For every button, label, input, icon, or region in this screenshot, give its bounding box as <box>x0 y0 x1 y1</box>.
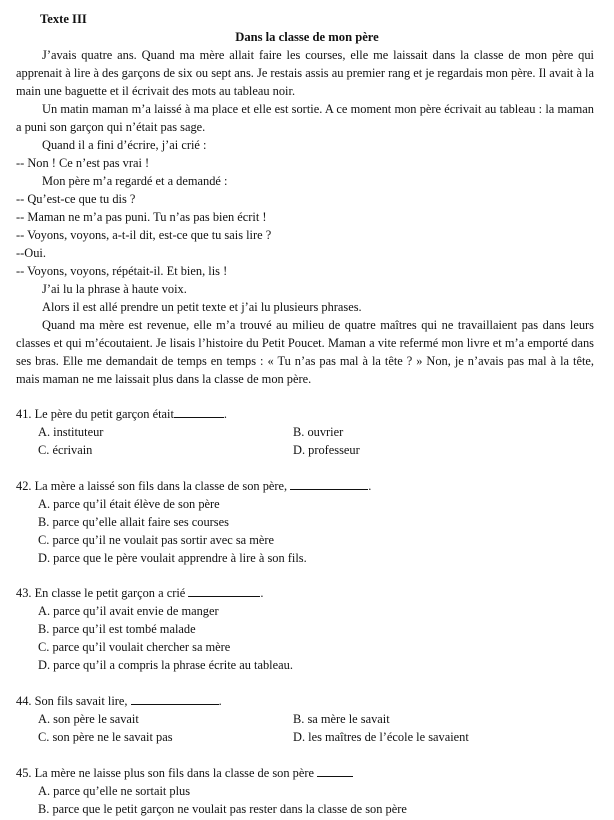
option-d: D. parce qu’il a compris la phrase écrite au tableau. <box>38 658 293 672</box>
text-label: Texte III <box>40 12 87 26</box>
answer-blank <box>188 584 260 597</box>
dialogue-line: -- Non ! Ce n’est pas vrai ! <box>16 156 150 170</box>
dialogue-line: -- Voyons, voyons, a-t-il dit, est-ce que tu sais lire ? <box>16 228 272 242</box>
narration-line: Mon père m’a regardé et a demandé : <box>42 174 228 188</box>
option-c: C. son père ne le savait pas <box>38 730 173 744</box>
narration-line: J’ai lu la phrase à haute voix. <box>42 282 187 296</box>
option-b: B. sa mère le savait <box>293 712 390 726</box>
dialogue-line: -- Voyons, voyons, répétait-il. Et bien, lis ! <box>16 264 228 278</box>
question-stem: 42. La mère a laissé son fils dans la classe de son père, . <box>16 479 372 493</box>
option-b: B. ouvrier <box>293 425 344 439</box>
paragraph-2: Un matin maman m’a laissé à ma place et elle est sortie. A ce moment mon père écrivait au tableau : la maman a puni son garçon qui n’était pas sage. <box>16 102 594 134</box>
question-stem: 41. Le père du petit garçon était . <box>16 407 228 421</box>
option-c: C. parce qu’il voulait chercher sa mère <box>38 640 231 654</box>
question-stem: 44. Son fils savait lire, . <box>16 694 222 708</box>
option-b: B. parce qu’il est tombé malade <box>38 622 196 636</box>
option-d: D. professeur <box>293 443 360 457</box>
question-41 <box>16 405 596 459</box>
question-stem: 43. En classe le petit garçon a crié . <box>16 586 264 600</box>
dialogue-line: -- Maman ne m’a pas puni. Tu n’as pas bien écrit ! <box>16 210 267 224</box>
answer-blank <box>317 764 353 777</box>
option-a: A. parce qu’il était élève de son père <box>38 497 220 511</box>
passage-text <box>16 46 594 388</box>
option-a: A. parce qu’il avait envie de manger <box>38 604 219 618</box>
dialogue-line: --Oui. <box>16 246 46 260</box>
narration-line: Quand il a fini d’écrire, j’ai crié : <box>42 138 207 152</box>
option-d: D. parce que le père voulait apprendre à lire à son fils. <box>38 551 307 565</box>
options <box>16 423 596 459</box>
option-c: C. écrivain <box>38 443 93 457</box>
option-d: D. les maîtres de l’école le savaient <box>293 730 469 744</box>
options <box>16 782 596 818</box>
answer-blank <box>174 405 224 418</box>
options <box>16 495 596 567</box>
options <box>16 710 596 746</box>
question-43 <box>16 584 596 674</box>
question-42 <box>16 477 596 567</box>
question-45 <box>16 764 596 818</box>
question-stem: 45. La mère ne laisse plus son fils dans la classe de son père <box>16 764 596 782</box>
options <box>16 602 596 674</box>
narration-line: Alors il est allé prendre un petit texte et j’ai lu plusieurs phrases. <box>42 300 362 314</box>
paragraph-1: J’avais quatre ans. Quand ma mère allait faire les courses, elle me laissait dans la classe de mon père qui apprenait à lire à des garçons de six ou sept ans. Je restais assis au premier rang et je regardais mon père. Il avait à la main une baguette et il écrivait des mots au tableau noir. <box>16 48 594 98</box>
option-b: B. parce que le petit garçon ne voulait pas rester dans la classe de son père <box>38 802 407 816</box>
option-a: A. parce qu’elle ne sortait plus <box>38 784 191 798</box>
option-c: C. parce qu’il ne voulait pas sortir avec sa mère <box>38 533 275 547</box>
question-44 <box>16 692 596 746</box>
paragraph-3: Quand ma mère est revenue, elle m’a trouvé au milieu de quatre maîtres qui ne travaillaient pas dans leurs classes et qui m’écoutaient. Je lisais l’histoire du Petit Poucet. Maman a vite refermé mon livre et m’a emporté dans ses bras. Elle me demandait de temps en temps : « Tu n’as pas mal à la tête ? » Non, je n’avais pas mal à la tête, mais maman ne me laissait plus dans la classe de mon père. <box>16 318 594 386</box>
option-a: A. son père le savait <box>38 712 139 726</box>
passage-title: Dans la classe de mon père <box>235 30 379 44</box>
dialogue-line: -- Qu’est-ce que tu dis ? <box>16 192 136 206</box>
option-a: A. instituteur <box>38 425 104 439</box>
answer-blank <box>290 477 368 490</box>
answer-blank <box>131 692 219 705</box>
option-b: B. parce qu’elle allait faire ses courses <box>38 515 229 529</box>
